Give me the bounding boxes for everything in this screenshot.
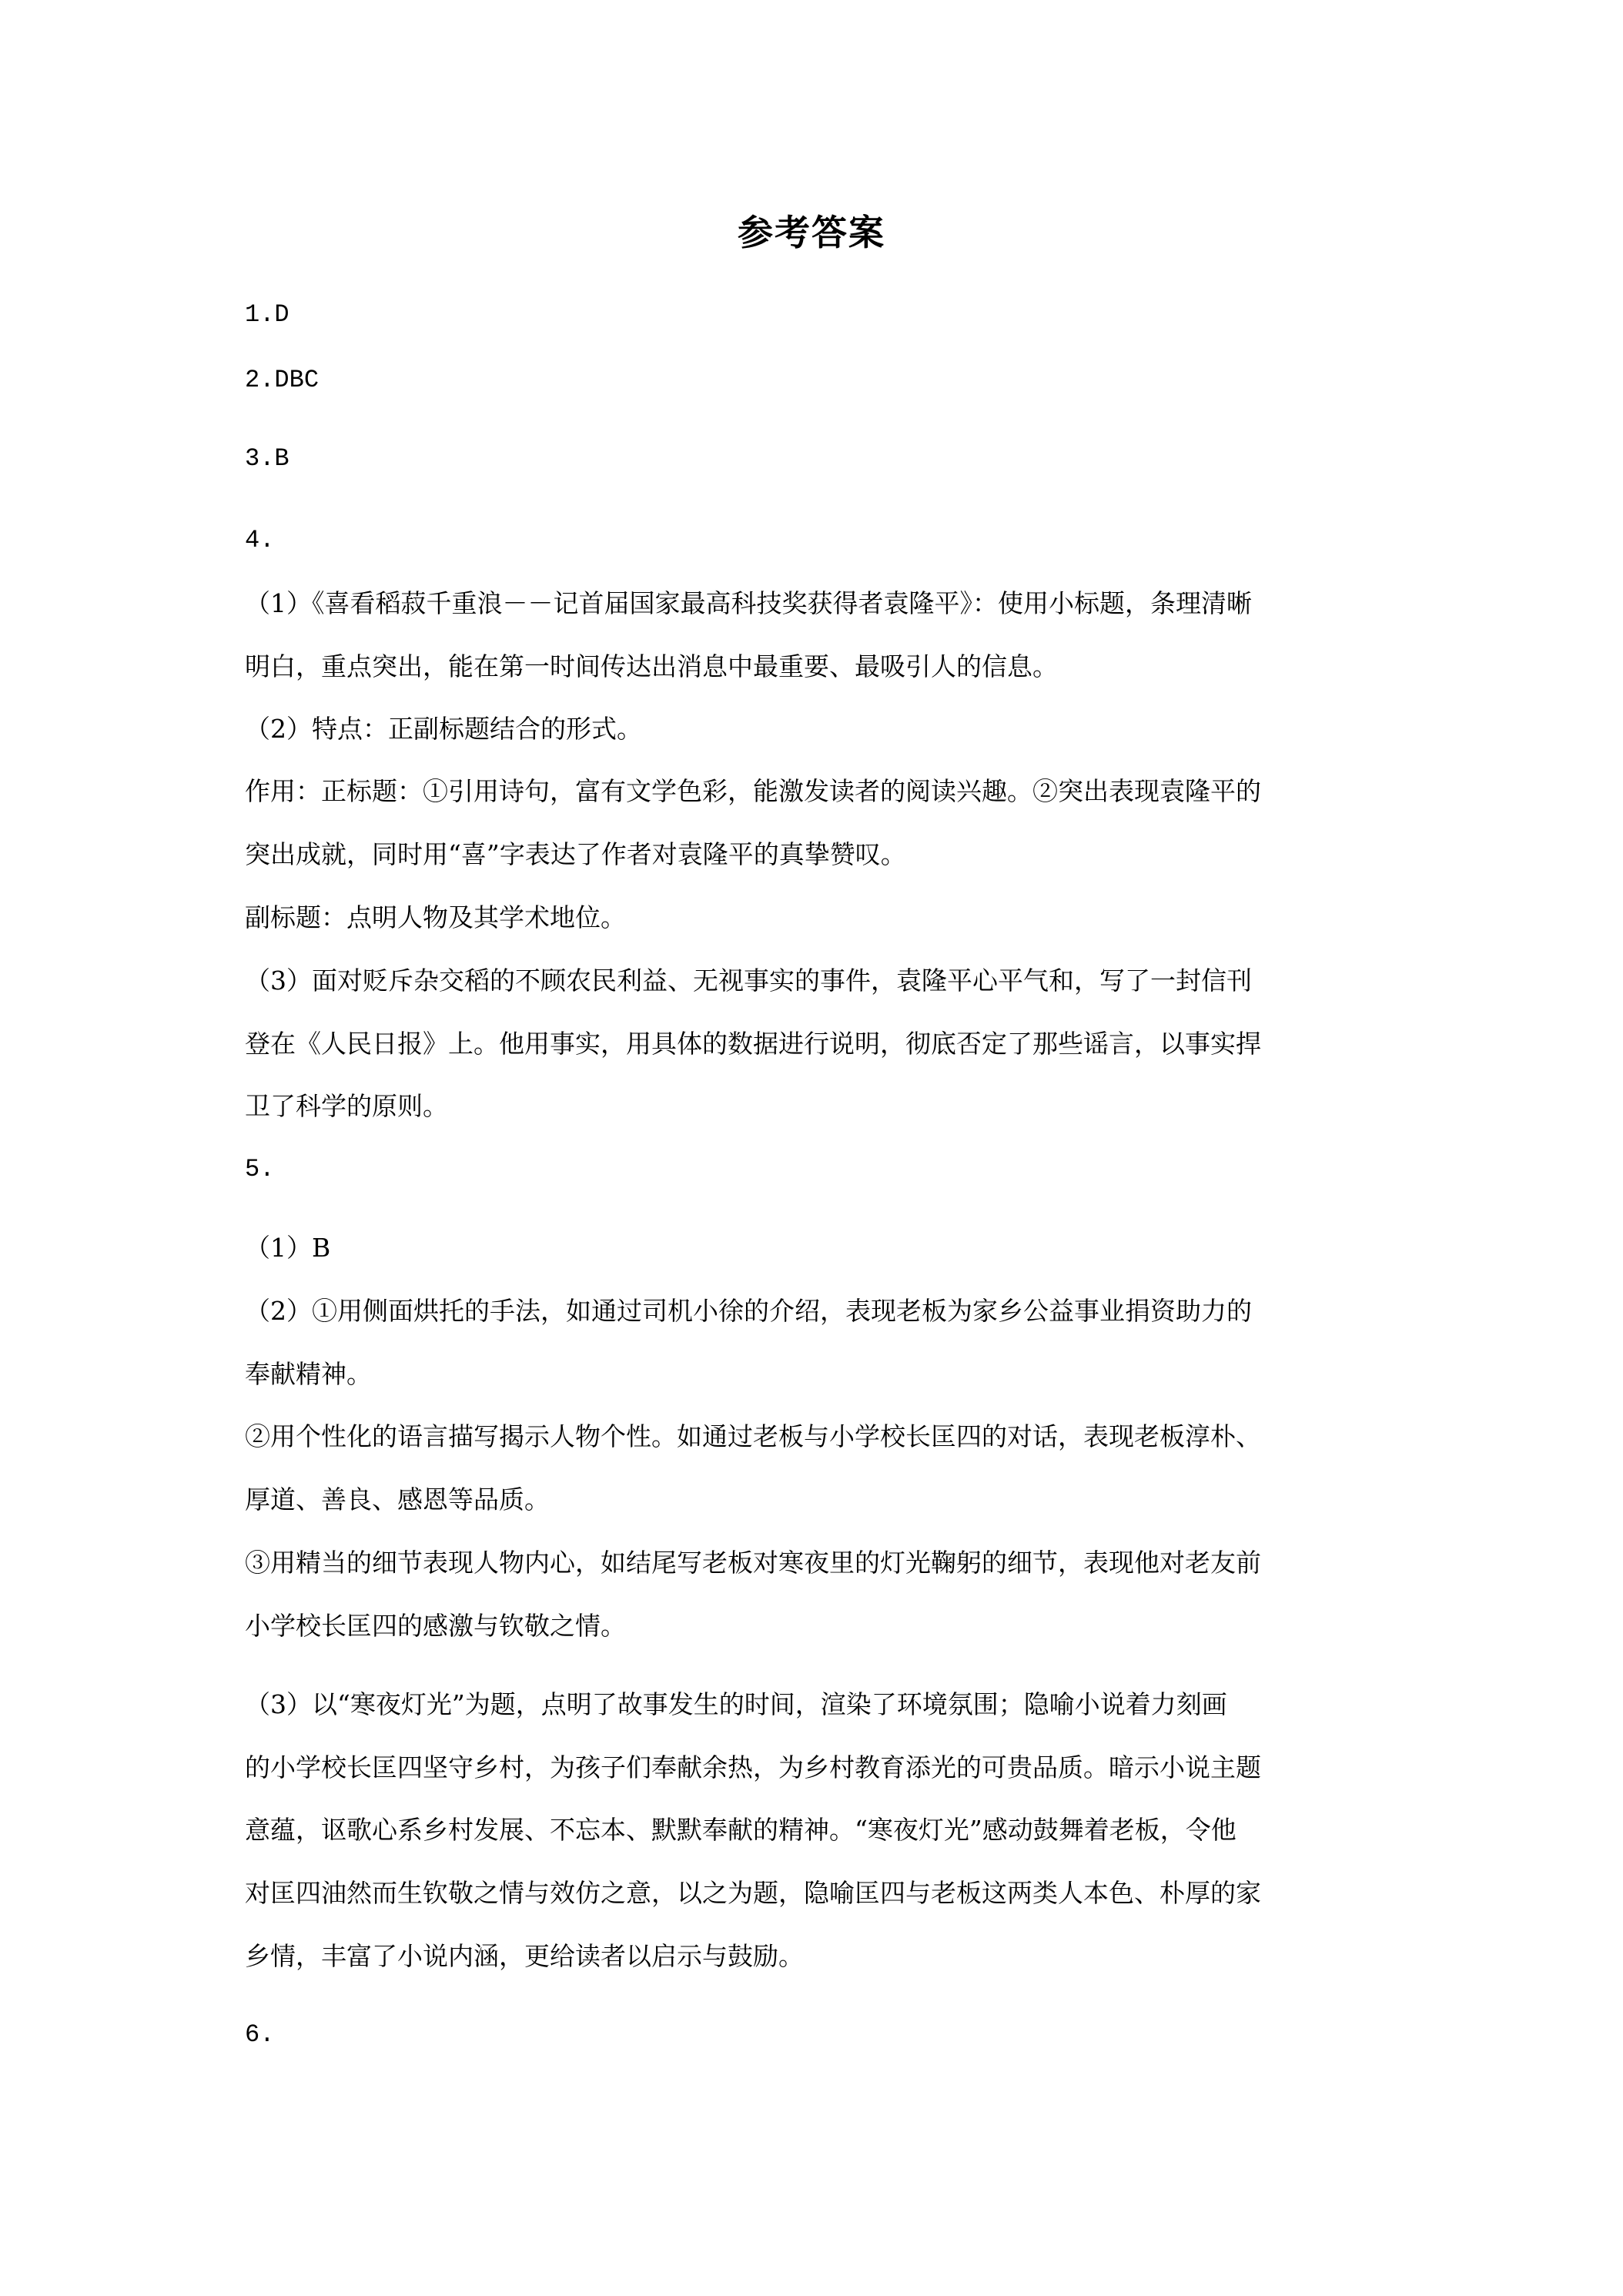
answer-5-2-line-4: 厚道、善良、感恩等品质。 [245,1484,550,1514]
answer-5-2-line-3: ②用个性化的语言描写揭示人物个性。如通过老板与小学校长匡四的对话，表现老板淳朴、 [245,1421,1261,1451]
answer-5-3-line-3: 意蕴，讴歌心系乡村发展、不忘本、默默奉献的精神。“寒夜灯光”感动鼓舞着老板，令他 [245,1815,1236,1845]
answer-5-2-line-1: （2）①用侧面烘托的手法，如通过司机小徐的介绍，表现老板为家乡公益事业捐资助力的 [245,1296,1252,1326]
answer-4-3-line-1: （3）面对贬斥杂交稻的不顾农民利益、无视事实的事件，袁隆平心平气和，写了一封信刊 [245,966,1252,996]
answer-5-1: （1）B [245,1233,331,1263]
answer-5-2-line-5: ③用精当的细节表现人物内心，如结尾写老板对寒夜里的灯光鞠躬的细节，表现他对老友前 [245,1548,1261,1578]
answer-5-3-line-1: （3）以“寒夜灯光”为题，点明了故事发生的时间，渲染了环境氛围；隐喻小说着力刻画 [245,1689,1227,1719]
answer-1: 1.D [245,300,289,329]
answer-4-2-line-2: 作用：正标题：①引用诗句，富有文学色彩，能激发读者的阅读兴趣。②突出表现袁隆平的 [245,776,1261,806]
question-6-heading: 6. [245,2020,275,2049]
answer-5-3-line-2: 的小学校长匡四坚守乡村，为孩子们奉献余热，为乡村教育添光的可贵品质。暗示小说主题 [245,1752,1261,1782]
answer-4-1-line-1: （1）《喜看稻菽千重浪－－记首届国家最高科技奖获得者袁隆平》：使用小标题，条理清晰 [245,588,1252,618]
answer-5-3-line-4: 对匡四油然而生钦敬之情与效仿之意，以之为题，隐喻匡四与老板这两类人本色、朴厚的家 [245,1878,1261,1908]
question-4-heading: 4. [245,526,275,554]
answer-4-1-line-2: 明白，重点突出，能在第一时间传达出消息中最重要、最吸引人的信息。 [245,651,1058,681]
question-5-heading: 5. [245,1155,275,1183]
answer-4-3-line-2: 登在《人民日报》上。他用事实，用具体的数据进行说明，彻底否定了那些谣言，以事实捍 [245,1029,1261,1059]
answer-3: 3.B [245,444,289,473]
page-title: 参考答案 [738,212,885,253]
answer-4-2-line-3: 突出成就，同时用“喜”字表达了作者对袁隆平的真挚赞叹。 [245,839,906,869]
answer-4-2-line-4: 副标题：点明人物及其学术地位。 [245,902,626,932]
answer-4-3-line-3: 卫了科学的原则。 [245,1091,448,1121]
answer-5-2-line-2: 奉献精神。 [245,1359,372,1389]
answer-5-3-line-5: 乡情，丰富了小说内涵，更给读者以启示与鼓励。 [245,1941,804,1971]
answer-2: 2.DBC [245,366,320,394]
answer-5-2-line-6: 小学校长匡四的感激与钦敬之情。 [245,1611,626,1641]
answer-4-2-line-1: （2）特点：正副标题结合的形式。 [245,714,642,744]
